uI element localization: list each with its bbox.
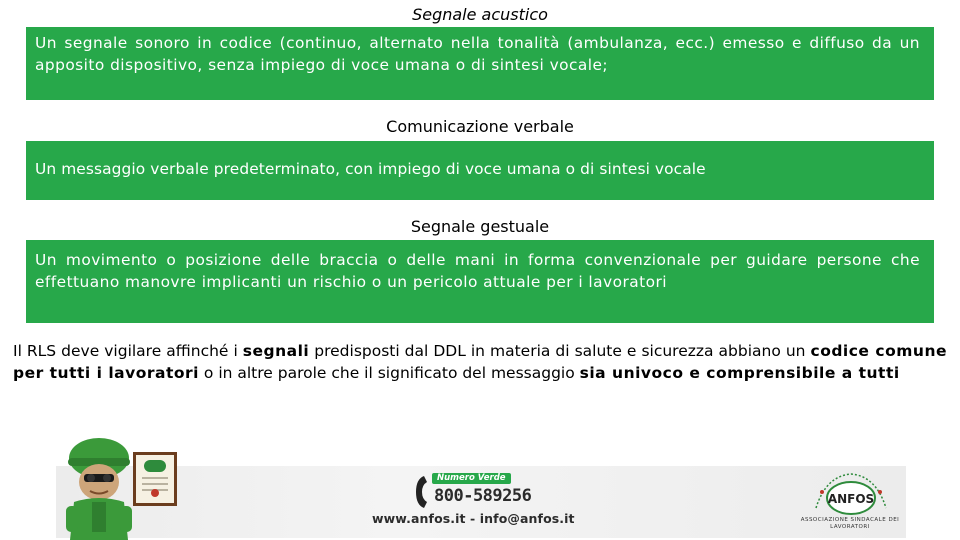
toll-free-label: Numero Verde — [432, 473, 511, 484]
note-text-2: predisposti dal DDL in materia di salute e sicurezza abbiano un — [309, 342, 811, 360]
note-bold-segnali: segnali — [242, 342, 310, 360]
definition-box-segnale-gestuale — [26, 240, 934, 323]
certificate-badge-icon — [144, 460, 166, 472]
heading-segnale-acustico: Segnale acustico — [412, 5, 548, 24]
note-bold-univoco: sia univoco e comprensibile a tutti — [579, 363, 900, 382]
toll-free-number — [414, 473, 554, 511]
note-bold-codice-comune: codice comune per tutti i lavoratori — [13, 342, 947, 382]
definition-text-segnale-acustico: Un segnale sonoro in codice (continuo, alternato nella tonalità (ambulanza, ecc.) emesso e diffuso da un apposito dispositivo, senza impiego di voce umana o di sintesi vocale; — [35, 34, 920, 74]
note-text-3: o in altre parole che il significato del messaggio — [198, 363, 580, 382]
definition-text-comunicazione-verbale: Un messaggio verbale predeterminato, con impiego di voce umana o di sintesi vocale — [35, 160, 706, 178]
anfos-logo-text: ANFOS — [827, 492, 875, 506]
certificate-illustration — [133, 452, 177, 506]
certificate-seal-icon — [151, 489, 159, 497]
definition-box-comunicazione-verbale — [26, 141, 934, 200]
definition-text-segnale-gestuale: Un movimento o posizione delle braccia o delle mani in forma convenzionale per guidare persone che effettuano manovre implicanti un rischio o un pericolo attuale per i lavoratori — [35, 251, 920, 291]
mascot-illustration — [64, 436, 134, 540]
association-caption: ASSOCIAZIONE SINDACALE DEI LAVORATORI — [800, 517, 900, 530]
phone-icon — [414, 475, 430, 509]
phone-number: 800-589256 — [434, 486, 532, 506]
rls-note — [13, 341, 947, 384]
note-text-1: Il RLS deve vigilare affinché i — [13, 342, 243, 360]
definition-box-segnale-acustico — [26, 27, 934, 100]
website-contact[interactable]: www.anfos.it - info@anfos.it — [372, 511, 575, 526]
heading-comunicazione-verbale: Comunicazione verbale — [386, 117, 574, 136]
heading-segnale-gestuale: Segnale gestuale — [410, 217, 550, 236]
